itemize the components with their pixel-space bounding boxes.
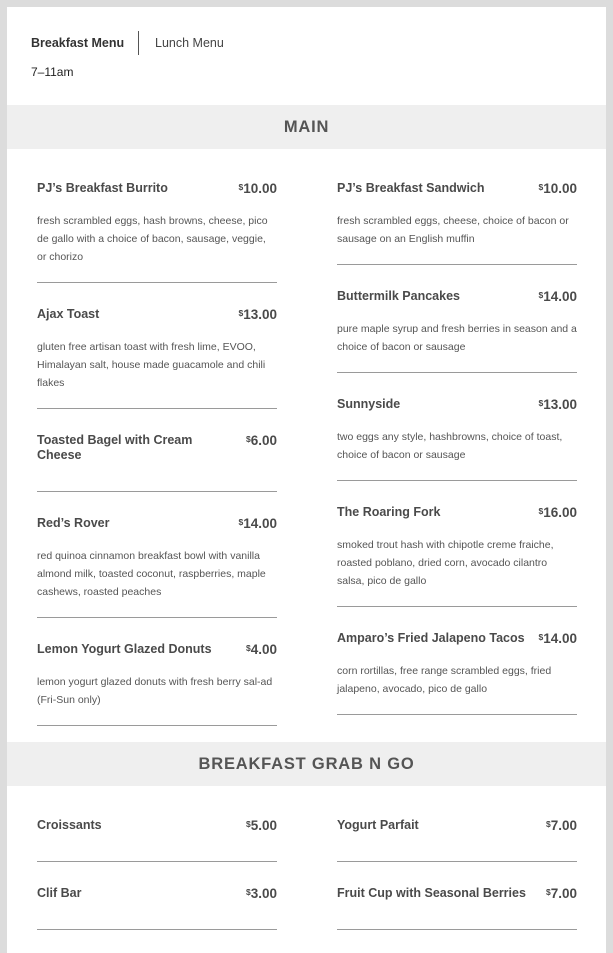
item-name: Toasted Bagel with Cream Cheese	[37, 433, 193, 462]
item-description: corn rortillas, free range scrambled eggs, fried jalapeno, avocado, pico de gallo	[337, 665, 552, 695]
item-price: $14.00	[538, 289, 577, 304]
item-price: $6.00	[245, 433, 277, 448]
currency-symbol: $	[245, 643, 251, 653]
item-description: lemon yogurt glazed donuts with fresh berry sal-ad (Fri-Sun only)	[37, 676, 273, 706]
item-name: Fruit Cup with Seasonal Berries	[337, 886, 526, 900]
item-description: smoked trout hash with chipotle creme fraiche, roasted poblano, dried corn, avocado cilantro salsa, pico de gallo	[337, 539, 554, 587]
section-header-grab-n-go	[7, 742, 606, 786]
divider	[37, 617, 277, 618]
item-price: $13.00	[238, 307, 277, 322]
item-description: gluten free artisan toast with fresh lime, EVOO, Himalayan salt, house made guacamole and chili flakes	[37, 341, 266, 389]
divider	[337, 929, 577, 930]
item-price: $5.00	[245, 818, 277, 833]
currency-symbol: $	[538, 632, 544, 642]
divider	[337, 264, 577, 265]
hours-text: 7–11am	[31, 65, 74, 79]
currency-symbol: $	[245, 887, 251, 897]
item-name: The Roaring Fork	[337, 505, 441, 519]
currency-symbol: $	[245, 434, 251, 444]
item-description: fresh scrambled eggs, hash browns, cheese, pico de gallo with a choice of bacon, sausage, veggie, or chorizo	[37, 215, 268, 263]
item-price: $13.00	[538, 397, 577, 412]
item-name: Croissants	[37, 818, 102, 832]
currency-symbol: $	[538, 290, 544, 300]
item-name: Buttermilk Pancakes	[337, 289, 460, 303]
item-name: Amparo’s Fried Jalapeno Tacos	[337, 631, 525, 645]
item-price: $3.00	[245, 886, 277, 901]
divider	[337, 606, 577, 607]
item-price: $4.00	[245, 642, 277, 657]
divider	[337, 372, 577, 373]
tab-breakfast-menu[interactable]: Breakfast Menu	[31, 36, 125, 50]
divider	[337, 480, 577, 481]
item-name: Clif Bar	[37, 886, 82, 900]
item-price: $7.00	[545, 818, 577, 833]
item-description: two eggs any style, hashbrowns, choice of toast, choice of bacon or sausage	[337, 431, 563, 461]
currency-symbol: $	[545, 887, 551, 897]
currency-symbol: $	[538, 182, 544, 192]
menu-page	[7, 7, 606, 953]
menu-header	[7, 7, 606, 105]
item-name: PJ’s Breakfast Burrito	[37, 181, 168, 195]
item-description: pure maple syrup and fresh berries in season and a choice of bacon or sausage	[337, 323, 577, 353]
item-name: Red’s Rover	[37, 516, 110, 530]
item-name: Sunnyside	[337, 397, 401, 411]
divider	[37, 408, 277, 409]
currency-symbol: $	[545, 819, 551, 829]
item-description: fresh scrambled eggs, cheese, choice of bacon or sausage on an English muffin	[337, 215, 569, 245]
item-price: $14.00	[538, 631, 577, 646]
section-header-main	[7, 105, 606, 149]
section-title: MAIN	[283, 117, 330, 136]
currency-symbol: $	[238, 517, 244, 527]
currency-symbol: $	[245, 819, 251, 829]
divider	[37, 929, 277, 930]
item-price: $16.00	[538, 505, 577, 520]
currency-symbol: $	[238, 182, 244, 192]
item-price: $14.00	[238, 516, 277, 531]
item-name: Yogurt Parfait	[337, 818, 419, 832]
currency-symbol: $	[238, 308, 244, 318]
divider	[37, 725, 277, 726]
divider	[337, 861, 577, 862]
divider	[37, 491, 277, 492]
item-name: PJ’s Breakfast Sandwich	[337, 181, 485, 195]
divider	[37, 282, 277, 283]
tab-lunch-menu[interactable]: Lunch Menu	[155, 36, 224, 50]
item-price: $10.00	[538, 181, 577, 196]
item-price: $10.00	[238, 181, 277, 196]
divider	[37, 861, 277, 862]
item-description: red quinoa cinnamon breakfast bowl with vanilla almond milk, toasted coconut, raspberries, maple cashews, roasted peaches	[37, 550, 266, 598]
item-name: Lemon Yogurt Glazed Donuts	[37, 642, 212, 656]
item-name: Ajax Toast	[37, 307, 100, 321]
tab-divider	[138, 31, 139, 55]
currency-symbol: $	[538, 506, 544, 516]
section-title: BREAKFAST GRAB N GO	[198, 754, 415, 773]
divider	[337, 714, 577, 715]
currency-symbol: $	[538, 398, 544, 408]
item-price: $7.00	[545, 886, 577, 901]
